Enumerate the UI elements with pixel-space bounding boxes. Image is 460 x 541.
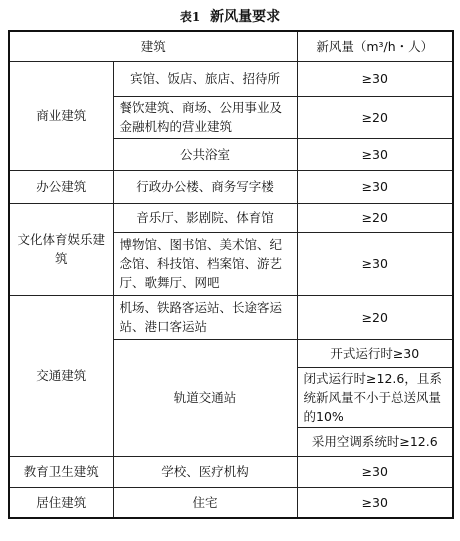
- header-fresh-air: 新风量（m³/h・人）: [297, 31, 453, 61]
- building-type: 行政办公楼、商务写字楼: [113, 170, 297, 203]
- building-type: 轨道交通站: [113, 339, 297, 456]
- building-type: 公共浴室: [113, 138, 297, 170]
- table-title: 新风量要求: [210, 9, 281, 25]
- table-caption: [0, 0, 460, 30]
- building-type: 博物馆、图书馆、美术馆、纪念馆、科技馆、档案馆、游艺厅、歌舞厅、网吧: [113, 232, 297, 295]
- building-type: 学校、医疗机构: [113, 456, 297, 487]
- building-type: 机场、铁路客运站、长途客运站、港口客运站: [113, 295, 297, 339]
- fresh-air-value: 闭式运行时≥12.6，且系统新风量不小于总送风量的10%: [297, 367, 453, 427]
- fresh-air-value: 采用空调系统时≥12.6: [297, 427, 453, 456]
- fresh-air-value: ≥30: [297, 170, 453, 203]
- building-type: 宾馆、饭店、旅店、招待所: [113, 61, 297, 96]
- fresh-air-value: ≥30: [297, 487, 453, 518]
- category-commercial: 商业建筑: [9, 61, 113, 170]
- building-type: 住宅: [113, 487, 297, 518]
- header-building: 建筑: [9, 31, 297, 61]
- building-type: 音乐厅、影剧院、体育馆: [113, 203, 297, 232]
- category-culture: 文化体育娱乐建筑: [9, 203, 113, 295]
- fresh-air-value: ≥20: [297, 96, 453, 138]
- fresh-air-value: ≥30: [297, 456, 453, 487]
- category-residential: 居住建筑: [9, 487, 113, 518]
- fresh-air-value: ≥30: [297, 61, 453, 96]
- category-education: 教育卫生建筑: [9, 456, 113, 487]
- fresh-air-value: 开式运行时≥30: [297, 339, 453, 367]
- building-type: 餐饮建筑、商场、公用事业及金融机构的营业建筑: [113, 96, 297, 138]
- category-transport: 交通建筑: [9, 295, 113, 456]
- fresh-air-value: ≥20: [297, 203, 453, 232]
- fresh-air-value: ≥20: [297, 295, 453, 339]
- fresh-air-value: ≥30: [297, 138, 453, 170]
- table-number: 表1: [179, 10, 201, 24]
- fresh-air-table: [8, 30, 454, 519]
- fresh-air-value: ≥30: [297, 232, 453, 295]
- category-office: 办公建筑: [9, 170, 113, 203]
